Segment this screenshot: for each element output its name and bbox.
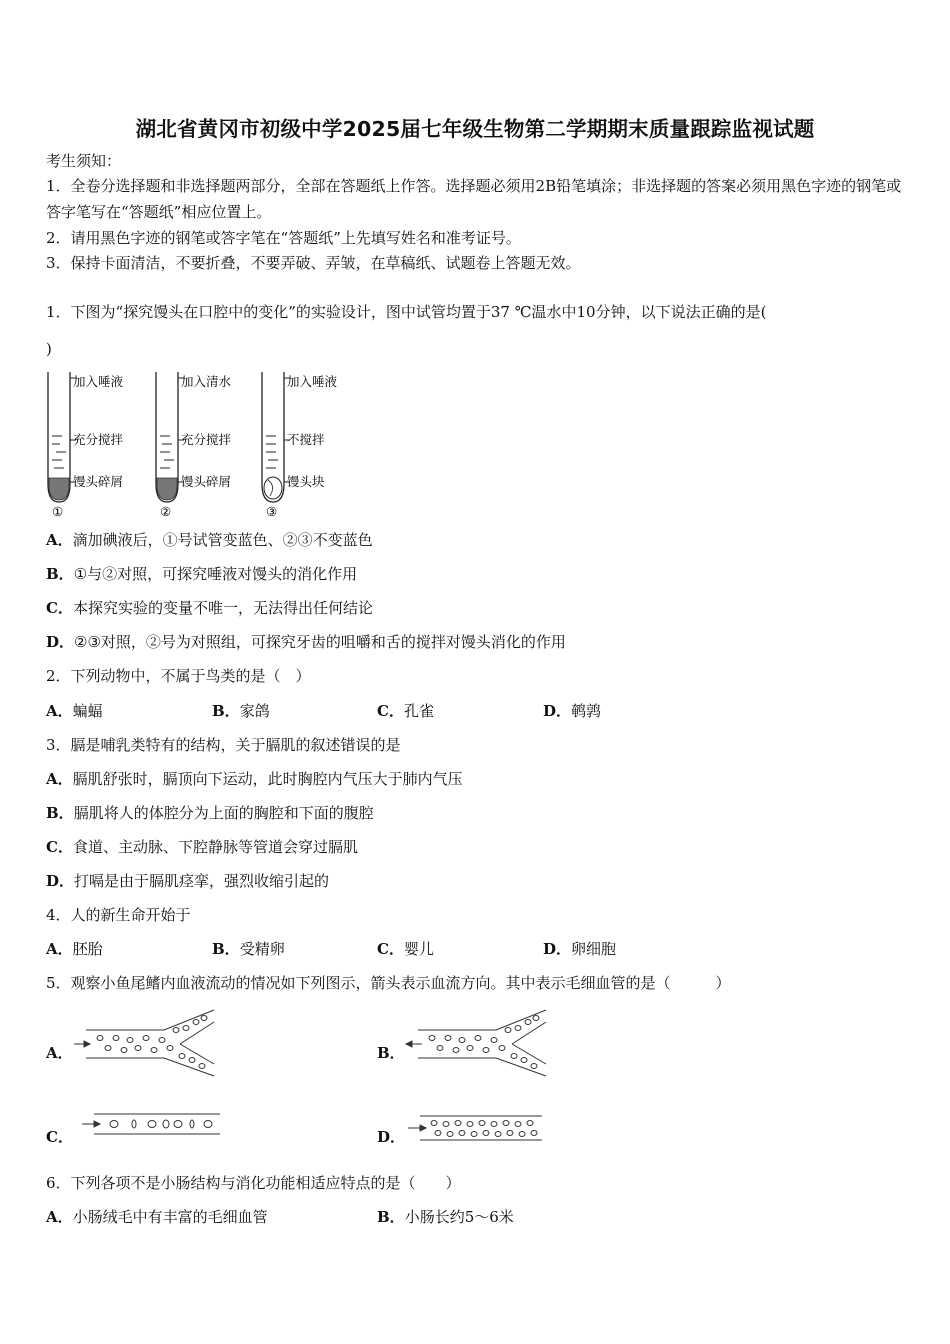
option-text: 受精卵 [239, 940, 285, 958]
q2-option-b[interactable] [212, 701, 270, 721]
option-text: 家鸽 [239, 702, 270, 720]
notice-item-2: 2．请用黑色字迹的钢笔或答字笔在“答题纸”上先填写姓名和准考证号。 [46, 229, 521, 247]
option-label: A． [46, 531, 73, 549]
option-label: B． [377, 1044, 405, 1062]
q1-option-d[interactable] [46, 632, 566, 652]
q1-option-b[interactable] [46, 564, 357, 584]
page-title: 湖北省黄冈市初级中学2025届七年级生物第二学期期末质量跟踪监视试题 [135, 117, 815, 141]
option-label: D． [46, 872, 75, 890]
q3-stem: 3．膈是哺乳类特有的结构，关于膈肌的叙述错误的是 [46, 736, 401, 754]
notice-item-1: 1．全卷分选择题和非选择题两部分，全部在答题纸上作答。选择题必须用2B铅笔填涂；非选择题的答案必须用黑色字迹的钢笔或答字笔写在“答题纸”相应位置上。 [46, 177, 902, 221]
q4-option-c[interactable] [377, 939, 434, 959]
q5-option-a[interactable] [46, 1043, 73, 1063]
tube-3-number: ③ [266, 504, 278, 519]
tube-1-mid-label: 充分搅拌 [73, 432, 124, 447]
q1-option-c[interactable] [46, 598, 373, 618]
q5-option-c[interactable] [46, 1127, 73, 1147]
q6-option-b[interactable] [377, 1207, 514, 1227]
option-text: 膈肌将人的体腔分为上面的胸腔和下面的腹腔 [73, 804, 374, 822]
option-label: C． [46, 838, 73, 856]
test-tube-3 [262, 372, 338, 519]
option-label: A． [46, 1208, 73, 1226]
tube-3-mid-label: 不搅拌 [287, 432, 325, 447]
q5-vessel-b-diagram[interactable] [404, 1008, 554, 1078]
option-text: 孔雀 [403, 702, 434, 720]
q4-option-d[interactable] [543, 939, 616, 959]
q5-option-d[interactable] [377, 1127, 405, 1147]
tube-1-top-label: 加入唾液 [73, 374, 124, 389]
q3-option-a[interactable] [46, 769, 463, 789]
tube-3-bottom-label: 馒头块 [287, 474, 325, 489]
q1-option-a[interactable] [46, 530, 373, 550]
option-text: ②③对照，②号为对照组，可探究牙齿的咀嚼和舌的搅拌对馒头消化的作用 [74, 633, 566, 651]
option-text: 滴加碘液后，①号试管变蓝色、②③不变蓝色 [72, 531, 373, 549]
q2-option-d[interactable] [543, 701, 601, 721]
q2-option-c[interactable] [377, 701, 434, 721]
option-text: 鹌鹑 [571, 702, 602, 720]
option-label: D． [543, 940, 572, 958]
tube-3-top-label: 加入唾液 [287, 374, 338, 389]
option-text: 蝙蝠 [72, 702, 103, 720]
q3-option-c[interactable] [46, 837, 358, 857]
option-text: 婴儿 [403, 940, 434, 958]
tube-2-top-label: 加入清水 [181, 374, 232, 389]
tube-1-number: ① [52, 504, 64, 519]
tube-2-mid-label: 充分搅拌 [181, 432, 232, 447]
option-text: 胚胎 [72, 940, 103, 958]
q1-stem: 1．下图为“探究馒头在口腔中的变化”的实验设计，图中试管均置于37 ℃温水中10分钟，以下说法正确的是( [46, 303, 767, 321]
option-label: C． [377, 940, 404, 958]
q4-stem: 4．人的新生命开始于 [46, 906, 191, 924]
q4-option-a[interactable] [46, 939, 103, 959]
q5-vessel-d-diagram[interactable] [404, 1112, 544, 1142]
option-label: B． [46, 565, 74, 583]
q5-vessel-c-diagram[interactable] [80, 1110, 225, 1140]
q1-stem-end: ) [46, 340, 52, 358]
option-label: B． [46, 804, 74, 822]
q2-stem: 2．下列动物中，不属于鸟类的是（ ） [46, 667, 311, 685]
notice-heading: 考生须知： [46, 152, 122, 170]
test-tube-1 [48, 372, 124, 519]
tube-2-bottom-label: 馒头碎屑 [181, 474, 232, 489]
option-label: D． [377, 1128, 406, 1146]
option-label: C． [46, 599, 73, 617]
q5-vessel-a-diagram[interactable] [72, 1008, 222, 1078]
q5-stem: 5．观察小鱼尾鳍内血液流动的情况如下列图示，箭头表示血流方向。其中表示毛细血管的是（ ） [46, 974, 731, 992]
option-text: 小肠长约5～6米 [404, 1208, 514, 1226]
q6-option-a[interactable] [46, 1207, 268, 1227]
tube-2-number: ② [160, 504, 172, 519]
option-text: 本探究实验的变量不唯一，无法得出任何结论 [72, 599, 373, 617]
option-text: 食道、主动脉、下腔静脉等管道会穿过膈肌 [72, 838, 358, 856]
option-label: A． [46, 1044, 73, 1062]
option-label: A． [46, 940, 73, 958]
test-tube-2 [156, 372, 232, 519]
option-label: B． [377, 1208, 405, 1226]
option-label: D． [46, 633, 75, 651]
option-label: A． [46, 702, 73, 720]
q3-option-d[interactable] [46, 871, 329, 891]
tube-1-bottom-label: 馒头碎屑 [73, 474, 124, 489]
option-label: D． [543, 702, 572, 720]
option-text: 卵细胞 [571, 940, 617, 958]
option-text: 打嗝是由于膈肌痉挛，强烈收缩引起的 [74, 872, 330, 890]
option-text: ①与②对照，可探究唾液对馒头的消化作用 [73, 565, 358, 583]
option-label: B． [212, 940, 240, 958]
q2-option-a[interactable] [46, 701, 103, 721]
q4-option-b[interactable] [212, 939, 285, 959]
option-label: B． [212, 702, 240, 720]
option-text: 小肠绒毛中有丰富的毛细血管 [72, 1208, 268, 1226]
option-text: 膈肌舒张时，膈顶向下运动，此时胸腔内气压大于肺内气压 [72, 770, 463, 788]
q5-option-b[interactable] [377, 1043, 405, 1063]
option-label: C． [377, 702, 404, 720]
q3-option-b[interactable] [46, 803, 374, 823]
q6-stem: 6．下列各项不是小肠结构与消化功能相适应特点的是（ ） [46, 1174, 461, 1192]
option-label: A． [46, 770, 73, 788]
option-label: C． [46, 1128, 73, 1146]
notice-item-3: 3．保持卡面清洁，不要折叠，不要弄破、弄皱，在草稿纸、试题卷上答题无效。 [46, 254, 581, 272]
q1-test-tube-figure [40, 364, 360, 522]
